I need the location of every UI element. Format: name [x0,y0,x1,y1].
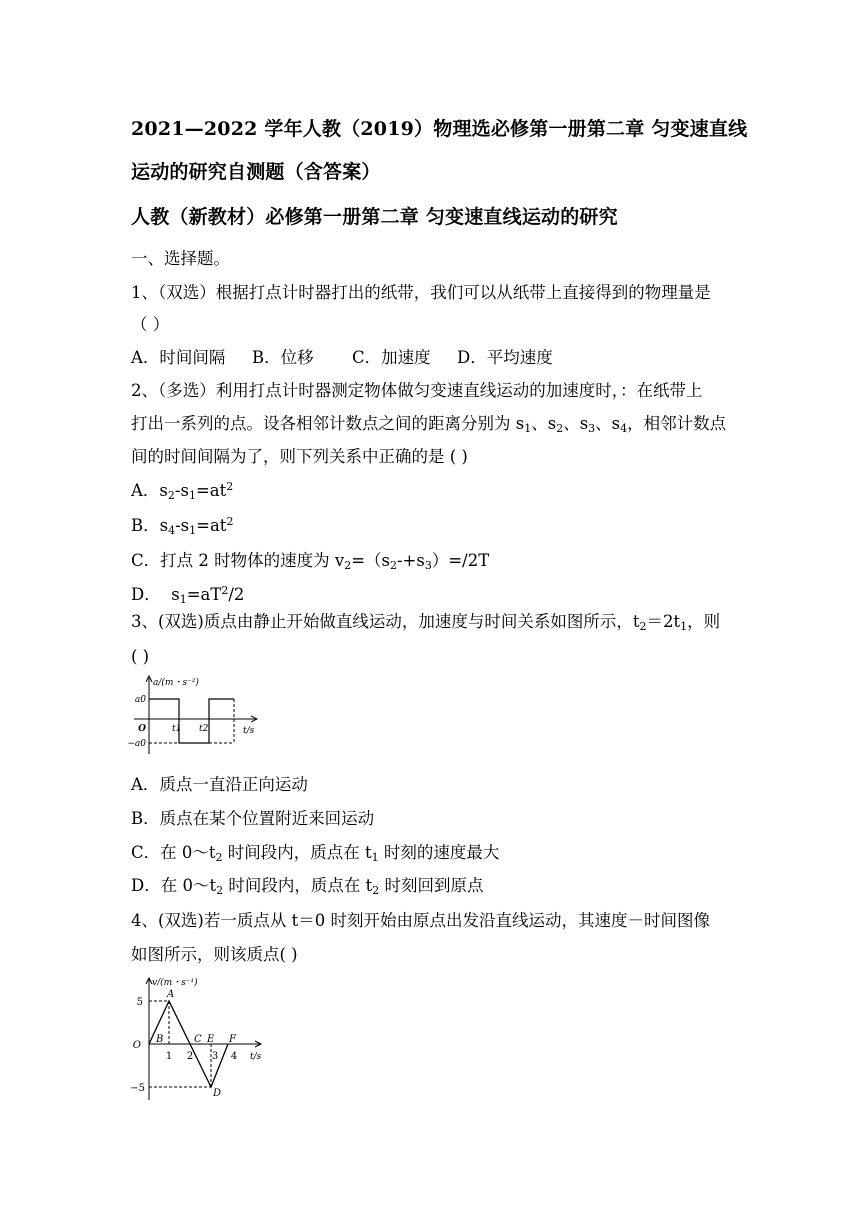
q4-point-e: E [207,1034,215,1045]
q2-stem-line-3: 间的时间间隔为了，则下列关系中正确的是 ( ) [131,447,468,466]
q1-option-d: D．平均速度 [457,348,553,367]
q2-option-a: A．$s_2-s_1=at^2$ [131,480,234,502]
q4-point-f: F [229,1034,236,1045]
q4-origin-label: O [132,1040,141,1051]
q4-velocity-time-graph [128,970,268,1104]
document-subtitle: 人教（新教材）必修第一册第二章 匀变速直线运动的研究 [131,206,618,228]
q4-x-tick-4: 4 [230,1051,238,1062]
q3-option-c: C．在 $0\sim t_2$ 时间段内，质点在 $t_1$ 时刻的速度最大 [131,843,500,864]
q4-x-tick-2: 2 [186,1051,194,1062]
q3-acceleration-line [149,699,234,743]
q3-label-neg-a0: −a0 [127,739,146,749]
q1-stem-line-2: （ ） [131,315,170,334]
q1-stem-line-1: 1、（双选）根据打点计时器打出的纸带，我们可以从纸带上直接得到的物理量是 [131,283,711,302]
q4-x-tick-3: 3 [211,1051,219,1062]
q3-t1-label: t1 [172,724,182,734]
q3-option-a: A．质点一直沿正向运动 [131,775,308,794]
document-title-line-2: 运动的研究自测题（含答案） [131,161,381,183]
q3-option-d: D．在 $0\sim t_2$ 时间段内，质点在 $t_2$ 时刻回到原点 [131,876,484,897]
q4-x-axis-label: t/s [250,1052,262,1062]
q1-option-a: A．时间间隔 [131,348,226,367]
q4-point-a: A [167,989,175,1000]
q4-stem-line-1: 4、(双选)若一质点从 t＝0 时刻开始由原点出发沿直线运动，其速度－时间图像 [131,911,710,930]
q3-y-axis-label: a/(m・s⁻²) [153,678,199,688]
q2-stem-line-2: 打出一系列的点。设各相邻计数点之间的距离分别为 $s_1$、$s_2$、$s_3$、$s_4$，相邻计数点 [131,414,727,435]
q3-acceleration-time-graph [127,672,270,756]
q3-stem-line-1: 3、(双选)质点由静止开始做直线运动，加速度与时间关系如图所示，$t_2=2t_1$，则 [131,612,721,633]
q4-y-tick-neg5: −5 [130,1083,145,1094]
q4-point-b: B [156,1034,164,1045]
q3-origin-label: O [138,724,146,734]
q4-y-axis-label: v/(m・s⁻¹) [152,978,198,988]
q3-label-a0: a0 [134,695,146,705]
q3-t-axis-label: t/s [243,726,255,736]
q4-x-tick-1: 1 [165,1051,173,1062]
q1-option-c: C．加速度 [352,348,431,367]
q4-y-tick-5: 5 [136,997,143,1008]
q3-t2-label: t2 [199,724,209,734]
q1-option-b: B．位移 [252,348,314,367]
q3-stem-line-2: ( ) [131,647,150,666]
q2-option-d: D． $s_1=aT^2/2$ [131,584,245,606]
q4-point-d: D [213,1088,222,1099]
q2-option-b: B．$s_4-s_1=at^2$ [131,515,234,537]
q2-stem-line-1: 2、（多选）利用打点计时器测定物体做匀变速直线运动的加速度时，：在纸带上 [131,381,703,400]
q1-options [131,348,732,368]
q4-stem-line-2: 如图所示，则该质点( ) [131,945,298,964]
document-title-line-1: 2021—2022 学年人教（2019）物理选必修第一册第二章 匀变速直线 [131,118,748,140]
section-heading: 一、选择题。 [131,249,230,268]
q4-point-c: C [194,1034,202,1045]
q3-option-b: B．质点在某个位置附近来回运动 [131,809,375,828]
q2-option-c: C．打点 2 时物体的速度为 $v_2=(s_2-+s_3)=/2T$ [131,551,490,572]
